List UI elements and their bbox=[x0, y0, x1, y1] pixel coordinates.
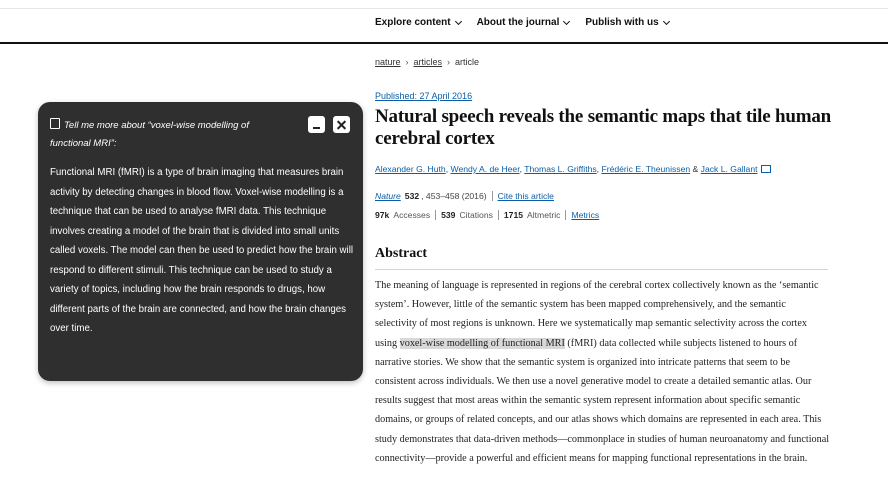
citations-value: 539 bbox=[441, 210, 456, 220]
nav-label: Publish with us bbox=[585, 17, 659, 28]
author-link[interactable]: Frédéric E. Theunissen bbox=[601, 164, 691, 174]
article-title: Natural speech reveals the semantic maps that tile human cerebral cortex bbox=[375, 106, 832, 149]
breadcrumb-current: article bbox=[455, 57, 480, 67]
abstract-divider bbox=[375, 269, 828, 270]
explanation-popup bbox=[38, 102, 363, 381]
altmetric-value: 1715 bbox=[503, 210, 524, 220]
author-link[interactable]: Jack L. Gallant bbox=[700, 164, 758, 174]
chevron-down-icon bbox=[563, 17, 570, 24]
author-join: & bbox=[692, 164, 699, 174]
abstract-text-part: The meaning of language is represented in regions of the cerebral cortex collectively known as the ‘semantic system’. However, little of the semantic system has been mapped comprehensively, and the semantic selectivity of most regions is unknown. Here we systematically map semantic selectivity across the cortex using bbox=[375, 280, 819, 349]
divider bbox=[498, 210, 499, 220]
divider bbox=[565, 210, 566, 220]
volume: 532 bbox=[404, 191, 420, 201]
popup-heading-text: Tell me more about “voxel-wise modelling of functional MRI”: bbox=[50, 120, 249, 149]
abstract-text-part: (fMRI) data collected while subjects listened to hours of narrative stories. We show that the semantic system is organized into intricate patterns that seem to be consistent across individuals. We then use a novel generative model to create a detailed semantic atlas. Our results suggest that most areas within the semantic system represent information about specific semantic domains, or groups of related concepts, and our atlas shows which domains are represented in each area. This study demonstrates that data-driven methods—commonplace in studies of human neuroanatomy and functional connectivity—provide a powerful and efficient means for mapping functional representations in the brain. bbox=[375, 337, 830, 464]
author-link[interactable]: Wendy A. de Heer bbox=[450, 164, 520, 174]
mail-icon[interactable] bbox=[761, 165, 771, 173]
nav-label: Explore content bbox=[375, 17, 451, 28]
site-header bbox=[0, 0, 888, 44]
author-list: Alexander G. Huth, Wendy A. de Heer, Thomas L. Griffiths, Frédéric E. Theunissen & Jack L. Gallant bbox=[375, 164, 771, 174]
abstract-heading: Abstract bbox=[375, 246, 428, 261]
metrics-link[interactable]: Metrics bbox=[571, 210, 600, 220]
breadcrumb-separator-icon: › bbox=[447, 57, 451, 67]
highlighted-selection[interactable]: voxel-wise modelling of functional MRI bbox=[399, 337, 565, 349]
citation-line bbox=[375, 191, 554, 201]
minimize-button[interactable] bbox=[308, 116, 325, 133]
divider bbox=[435, 210, 436, 220]
accesses-label: Accesses bbox=[393, 210, 431, 220]
citations-label: Citations bbox=[459, 210, 493, 220]
accesses-value: 97k bbox=[375, 210, 390, 220]
chevron-down-icon bbox=[663, 17, 670, 24]
author-link[interactable]: Thomas L. Griffiths bbox=[524, 164, 597, 174]
doc-icon bbox=[50, 118, 60, 129]
altmetric-label: Altmetric bbox=[527, 210, 561, 220]
nav-about-journal[interactable] bbox=[477, 17, 570, 28]
header-divider bbox=[0, 8, 888, 9]
abstract-text bbox=[375, 276, 830, 468]
pages-year: , 453–458 (2016) bbox=[421, 191, 487, 201]
popup-body: Functional MRI (fMRI) is a type of brain imaging that measures brain activity by detecting changes in blood flow. Voxel-wise modelling is a technique that can be used to analyse fMRI data. This technique involves creating a model of the brain that is divided into small units called voxels. The model can then be used to predict how the brain will respond to different stimuli. This technique can be used to study a variety of topics, including how the brain responds to drugs, how different parts of the brain are connected, and how the brain changes over time. bbox=[50, 167, 353, 334]
cite-this-article-link[interactable]: Cite this article bbox=[497, 191, 554, 201]
nav-explore-content[interactable] bbox=[375, 17, 461, 28]
main-nav bbox=[375, 17, 669, 28]
metrics-line bbox=[375, 210, 599, 220]
breadcrumb bbox=[375, 57, 479, 67]
divider bbox=[492, 191, 493, 201]
breadcrumb-separator-icon: › bbox=[405, 57, 409, 67]
close-button[interactable] bbox=[333, 116, 350, 133]
nav-publish-with-us[interactable] bbox=[585, 17, 668, 28]
author-link[interactable]: Alexander G. Huth bbox=[375, 164, 446, 174]
chevron-down-icon bbox=[455, 17, 462, 24]
nav-label: About the journal bbox=[476, 17, 560, 28]
breadcrumb-nature[interactable]: nature bbox=[375, 57, 401, 67]
published-date-link[interactable]: Published: 27 April 2016 bbox=[375, 91, 473, 101]
popup-heading bbox=[50, 117, 290, 153]
journal-link[interactable]: Nature bbox=[375, 191, 401, 201]
breadcrumb-articles[interactable]: articles bbox=[413, 57, 443, 67]
